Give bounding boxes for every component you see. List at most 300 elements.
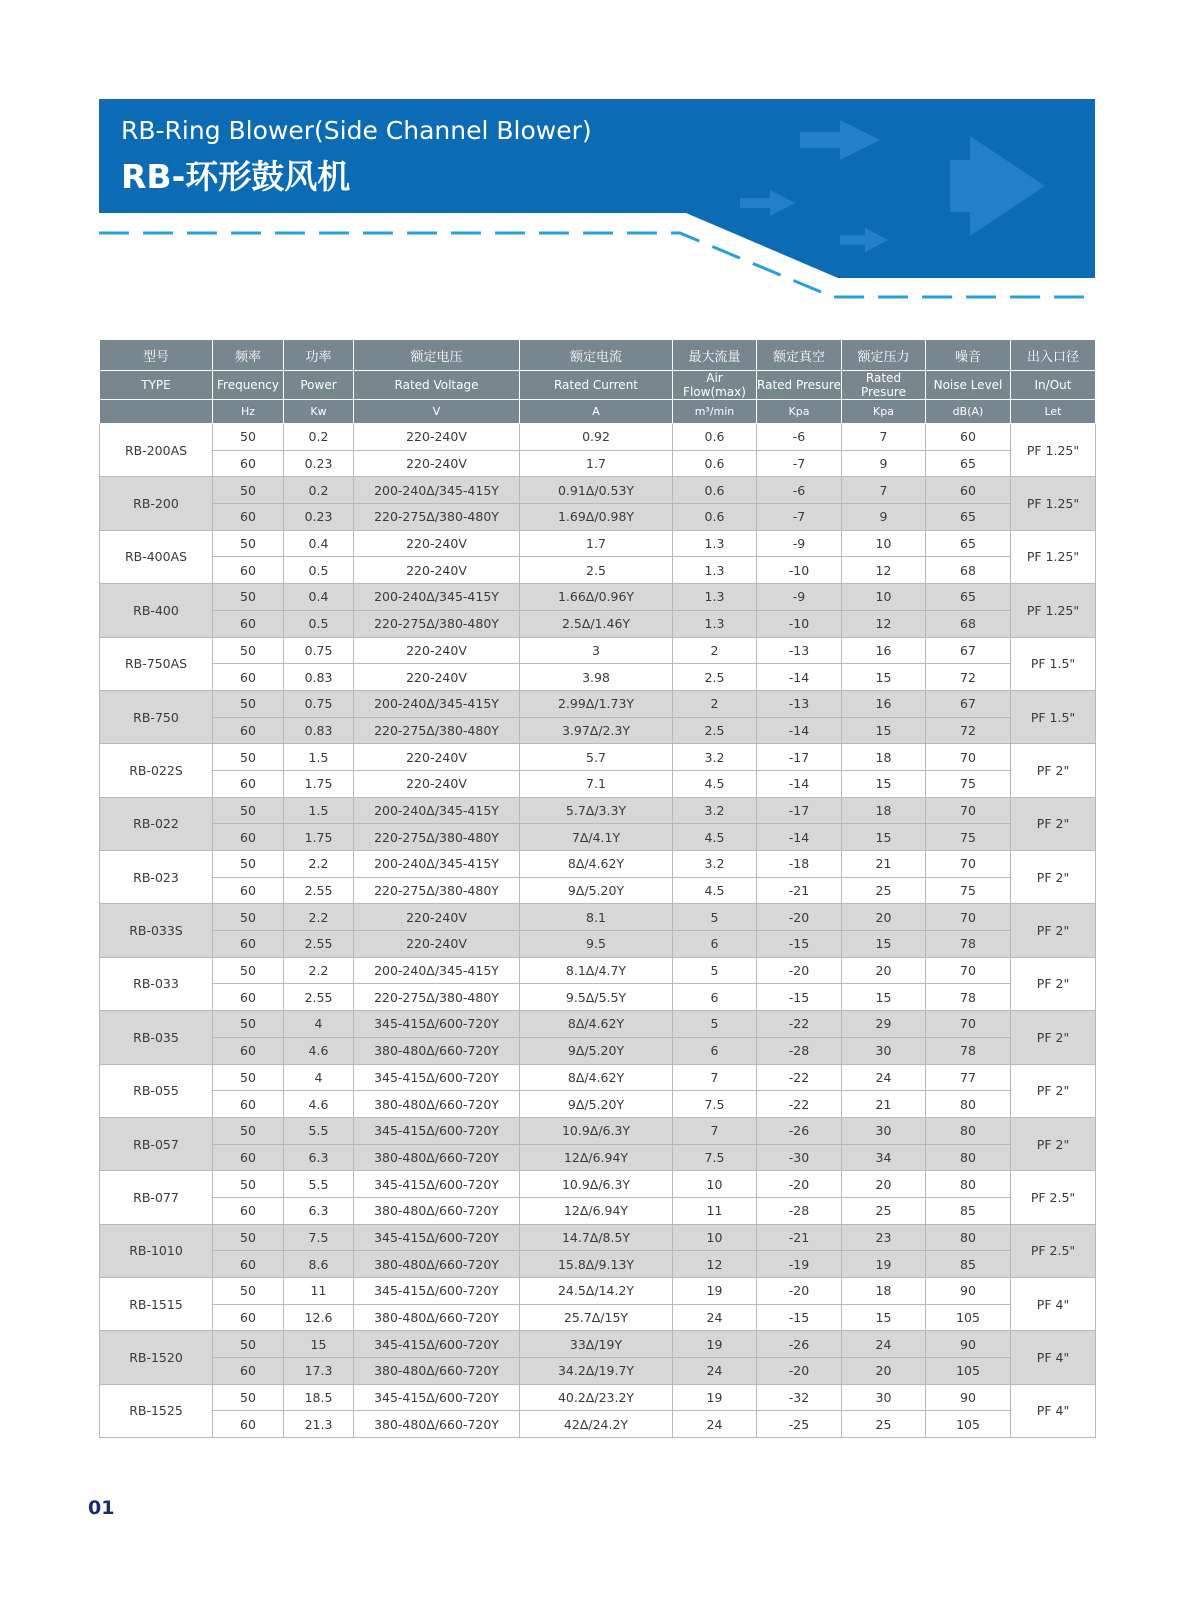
airflow-cell: 7 — [673, 1117, 757, 1144]
frequency-cell: 50 — [213, 1117, 284, 1144]
airflow-cell: 5 — [673, 904, 757, 931]
vacuum-cell: -14 — [757, 717, 842, 744]
voltage-cell: 220-275Δ/380-480Y — [354, 717, 520, 744]
model-type-cell: RB-200AS — [100, 424, 213, 477]
airflow-cell: 19 — [673, 1331, 757, 1358]
table-row — [100, 610, 1096, 637]
airflow-cell: 4.5 — [673, 770, 757, 797]
table-row — [100, 557, 1096, 584]
frequency-cell: 50 — [213, 744, 284, 771]
current-cell: 9.5 — [520, 931, 673, 958]
vacuum-cell: -20 — [757, 957, 842, 984]
current-cell: 2.5Δ/1.46Y — [520, 610, 673, 637]
noise-cell: 70 — [926, 797, 1011, 824]
airflow-cell: 4.5 — [673, 824, 757, 851]
airflow-cell: 6 — [673, 931, 757, 958]
table-row — [100, 931, 1096, 958]
vacuum-cell: -30 — [757, 1144, 842, 1171]
vacuum-cell: -25 — [757, 1411, 842, 1438]
noise-cell: 80 — [926, 1144, 1011, 1171]
noise-cell: 72 — [926, 664, 1011, 691]
vacuum-cell: -18 — [757, 851, 842, 878]
current-cell: 0.91Δ/0.53Y — [520, 477, 673, 504]
current-cell: 5.7 — [520, 744, 673, 771]
current-cell: 9Δ/5.20Y — [520, 877, 673, 904]
airflow-cell: 7 — [673, 1064, 757, 1091]
table-row — [100, 450, 1096, 477]
current-cell: 42Δ/24.2Y — [520, 1411, 673, 1438]
airflow-cell: 2.5 — [673, 717, 757, 744]
frequency-cell: 60 — [213, 877, 284, 904]
current-cell: 8Δ/4.62Y — [520, 851, 673, 878]
vacuum-cell: -9 — [757, 530, 842, 557]
pressure-cell: 9 — [842, 504, 926, 531]
frequency-cell: 60 — [213, 1091, 284, 1118]
current-cell: 8.1Δ/4.7Y — [520, 957, 673, 984]
pressure-cell: 34 — [842, 1144, 926, 1171]
current-cell: 5.7Δ/3.3Y — [520, 797, 673, 824]
voltage-cell: 345-415Δ/600-720Y — [354, 1224, 520, 1251]
current-cell: 25.7Δ/15Y — [520, 1304, 673, 1331]
pressure-cell: 15 — [842, 664, 926, 691]
table-row — [100, 1064, 1096, 1091]
current-cell: 2.99Δ/1.73Y — [520, 690, 673, 717]
current-cell: 7.1 — [520, 770, 673, 797]
noise-cell: 80 — [926, 1117, 1011, 1144]
table-row — [100, 717, 1096, 744]
table-row — [100, 1411, 1096, 1438]
vacuum-cell: -28 — [757, 1197, 842, 1224]
table-row — [100, 1011, 1096, 1038]
noise-cell: 60 — [926, 424, 1011, 451]
power-cell: 17.3 — [284, 1358, 354, 1385]
vacuum-cell: -20 — [757, 904, 842, 931]
pressure-cell: 23 — [842, 1224, 926, 1251]
noise-cell: 90 — [926, 1331, 1011, 1358]
header-cell: V — [354, 400, 520, 424]
noise-cell: 105 — [926, 1358, 1011, 1385]
header-cell: 额定电流 — [520, 340, 673, 371]
model-type-cell: RB-023 — [100, 851, 213, 904]
power-cell: 4 — [284, 1064, 354, 1091]
noise-cell: 105 — [926, 1411, 1011, 1438]
vacuum-cell: -9 — [757, 584, 842, 611]
pressure-cell: 15 — [842, 717, 926, 744]
header-cell: Rated Presure — [842, 371, 926, 400]
table-row — [100, 824, 1096, 851]
model-type-cell: RB-1010 — [100, 1224, 213, 1277]
frequency-cell: 50 — [213, 530, 284, 557]
power-cell: 0.23 — [284, 450, 354, 477]
noise-cell: 75 — [926, 824, 1011, 851]
model-type-cell: RB-200 — [100, 477, 213, 530]
header-cell: Kpa — [842, 400, 926, 424]
frequency-cell: 60 — [213, 1304, 284, 1331]
voltage-cell: 220-275Δ/380-480Y — [354, 984, 520, 1011]
frequency-cell: 50 — [213, 1384, 284, 1411]
pressure-cell: 18 — [842, 1278, 926, 1305]
pressure-cell: 15 — [842, 931, 926, 958]
vacuum-cell: -13 — [757, 637, 842, 664]
noise-cell: 85 — [926, 1251, 1011, 1278]
noise-cell: 85 — [926, 1197, 1011, 1224]
table-row — [100, 877, 1096, 904]
voltage-cell: 220-240V — [354, 664, 520, 691]
airflow-cell: 0.6 — [673, 450, 757, 477]
noise-cell: 65 — [926, 530, 1011, 557]
power-cell: 4 — [284, 1011, 354, 1038]
noise-cell: 80 — [926, 1091, 1011, 1118]
frequency-cell: 50 — [213, 797, 284, 824]
table-row — [100, 984, 1096, 1011]
airflow-cell: 19 — [673, 1278, 757, 1305]
port-size-cell: PF 2" — [1011, 797, 1096, 850]
table-row — [100, 1304, 1096, 1331]
pressure-cell: 21 — [842, 851, 926, 878]
header-cell: dB(A) — [926, 400, 1011, 424]
noise-cell: 72 — [926, 717, 1011, 744]
power-cell: 0.2 — [284, 424, 354, 451]
vacuum-cell: -15 — [757, 1304, 842, 1331]
table-row — [100, 690, 1096, 717]
table-row — [100, 904, 1096, 931]
power-cell: 15 — [284, 1331, 354, 1358]
noise-cell: 90 — [926, 1384, 1011, 1411]
voltage-cell: 200-240Δ/345-415Y — [354, 851, 520, 878]
vacuum-cell: -10 — [757, 557, 842, 584]
frequency-cell: 60 — [213, 824, 284, 851]
airflow-cell: 5 — [673, 1011, 757, 1038]
voltage-cell: 345-415Δ/600-720Y — [354, 1278, 520, 1305]
port-size-cell: PF 1.25" — [1011, 424, 1096, 477]
pressure-cell: 12 — [842, 610, 926, 637]
header-cell: Kpa — [757, 400, 842, 424]
power-cell: 2.2 — [284, 957, 354, 984]
pressure-cell: 15 — [842, 770, 926, 797]
vacuum-cell: -14 — [757, 664, 842, 691]
frequency-cell: 60 — [213, 610, 284, 637]
current-cell: 3.98 — [520, 664, 673, 691]
voltage-cell: 200-240Δ/345-415Y — [354, 797, 520, 824]
current-cell: 2.5 — [520, 557, 673, 584]
port-size-cell: PF 2.5" — [1011, 1171, 1096, 1224]
power-cell: 2.55 — [284, 877, 354, 904]
power-cell: 4.6 — [284, 1037, 354, 1064]
current-cell: 10.9Δ/6.3Y — [520, 1117, 673, 1144]
frequency-cell: 50 — [213, 637, 284, 664]
current-cell: 7Δ/4.1Y — [520, 824, 673, 851]
voltage-cell: 220-240V — [354, 904, 520, 931]
table-header — [100, 340, 1096, 424]
header-cell: 型号 — [100, 340, 213, 371]
frequency-cell: 50 — [213, 1011, 284, 1038]
header-cell: A — [520, 400, 673, 424]
frequency-cell: 60 — [213, 504, 284, 531]
vacuum-cell: -28 — [757, 1037, 842, 1064]
airflow-cell: 7.5 — [673, 1091, 757, 1118]
frequency-cell: 60 — [213, 931, 284, 958]
current-cell: 8Δ/4.62Y — [520, 1011, 673, 1038]
frequency-cell: 50 — [213, 851, 284, 878]
table-row — [100, 504, 1096, 531]
pressure-cell: 7 — [842, 477, 926, 504]
power-cell: 0.83 — [284, 664, 354, 691]
voltage-cell: 220-240V — [354, 637, 520, 664]
voltage-cell: 345-415Δ/600-720Y — [354, 1331, 520, 1358]
pressure-cell: 25 — [842, 877, 926, 904]
table-row — [100, 584, 1096, 611]
table-row — [100, 1251, 1096, 1278]
power-cell: 1.5 — [284, 797, 354, 824]
table-row — [100, 770, 1096, 797]
header-cell: Rated Presure — [757, 371, 842, 400]
frequency-cell: 50 — [213, 424, 284, 451]
current-cell: 1.69Δ/0.98Y — [520, 504, 673, 531]
vacuum-cell: -17 — [757, 797, 842, 824]
voltage-cell: 380-480Δ/660-720Y — [354, 1411, 520, 1438]
header-cell: Let — [1011, 400, 1096, 424]
voltage-cell: 220-240V — [354, 931, 520, 958]
frequency-cell: 50 — [213, 957, 284, 984]
model-type-cell: RB-057 — [100, 1117, 213, 1170]
current-cell: 9Δ/5.20Y — [520, 1037, 673, 1064]
power-cell: 6.3 — [284, 1144, 354, 1171]
power-cell: 4.6 — [284, 1091, 354, 1118]
header-cell: 最大流量 — [673, 340, 757, 371]
noise-cell: 90 — [926, 1278, 1011, 1305]
frequency-cell: 50 — [213, 477, 284, 504]
voltage-cell: 200-240Δ/345-415Y — [354, 690, 520, 717]
power-cell: 0.75 — [284, 690, 354, 717]
frequency-cell: 60 — [213, 557, 284, 584]
frequency-cell: 50 — [213, 1224, 284, 1251]
current-cell: 8.1 — [520, 904, 673, 931]
noise-cell: 68 — [926, 610, 1011, 637]
header-cell: 额定真空 — [757, 340, 842, 371]
table-row — [100, 1358, 1096, 1385]
power-cell: 0.83 — [284, 717, 354, 744]
port-size-cell: PF 1.5" — [1011, 637, 1096, 690]
airflow-cell: 1.3 — [673, 610, 757, 637]
pressure-cell: 24 — [842, 1064, 926, 1091]
header-cell: 噪音 — [926, 340, 1011, 371]
pressure-cell: 12 — [842, 557, 926, 584]
vacuum-cell: -7 — [757, 450, 842, 477]
current-cell: 14.7Δ/8.5Y — [520, 1224, 673, 1251]
power-cell: 0.2 — [284, 477, 354, 504]
noise-cell: 80 — [926, 1224, 1011, 1251]
airflow-cell: 6 — [673, 1037, 757, 1064]
header-cell: 额定压力 — [842, 340, 926, 371]
airflow-cell: 24 — [673, 1411, 757, 1438]
current-cell: 40.2Δ/23.2Y — [520, 1384, 673, 1411]
port-size-cell: PF 4" — [1011, 1384, 1096, 1437]
noise-cell: 105 — [926, 1304, 1011, 1331]
power-cell: 2.2 — [284, 904, 354, 931]
voltage-cell: 380-480Δ/660-720Y — [354, 1197, 520, 1224]
port-size-cell: PF 2" — [1011, 957, 1096, 1010]
power-cell: 6.3 — [284, 1197, 354, 1224]
frequency-cell: 60 — [213, 450, 284, 477]
airflow-cell: 1.3 — [673, 530, 757, 557]
frequency-cell: 50 — [213, 690, 284, 717]
voltage-cell: 345-415Δ/600-720Y — [354, 1171, 520, 1198]
current-cell: 34.2Δ/19.7Y — [520, 1358, 673, 1385]
noise-cell: 70 — [926, 1011, 1011, 1038]
pressure-cell: 29 — [842, 1011, 926, 1038]
airflow-cell: 1.3 — [673, 584, 757, 611]
header-cell: Rated Current — [520, 371, 673, 400]
vacuum-cell: -14 — [757, 770, 842, 797]
table-row — [100, 744, 1096, 771]
vacuum-cell: -20 — [757, 1358, 842, 1385]
power-cell: 5.5 — [284, 1171, 354, 1198]
airflow-cell: 24 — [673, 1304, 757, 1331]
pressure-cell: 20 — [842, 1171, 926, 1198]
vacuum-cell: -17 — [757, 744, 842, 771]
header-cell: Frequency — [213, 371, 284, 400]
table-row — [100, 1117, 1096, 1144]
current-cell: 3.97Δ/2.3Y — [520, 717, 673, 744]
noise-cell: 75 — [926, 877, 1011, 904]
noise-cell: 70 — [926, 744, 1011, 771]
model-type-cell: RB-022S — [100, 744, 213, 797]
table-row — [100, 957, 1096, 984]
pressure-cell: 18 — [842, 797, 926, 824]
frequency-cell: 50 — [213, 1278, 284, 1305]
table-row — [100, 637, 1096, 664]
header-cell: Air Flow(max) — [673, 371, 757, 400]
model-type-cell: RB-033S — [100, 904, 213, 957]
header-row-units — [100, 400, 1096, 424]
airflow-cell: 2.5 — [673, 664, 757, 691]
header-cell: 出入口径 — [1011, 340, 1096, 371]
airflow-cell: 1.3 — [673, 557, 757, 584]
page-title-en: RB-Ring Blower(Side Channel Blower) — [121, 116, 592, 145]
port-size-cell: PF 2" — [1011, 1117, 1096, 1170]
noise-cell: 68 — [926, 557, 1011, 584]
header-cell: In/Out — [1011, 371, 1096, 400]
model-type-cell: RB-400 — [100, 584, 213, 637]
voltage-cell: 345-415Δ/600-720Y — [354, 1064, 520, 1091]
vacuum-cell: -21 — [757, 1224, 842, 1251]
vacuum-cell: -6 — [757, 477, 842, 504]
pressure-cell: 30 — [842, 1037, 926, 1064]
pressure-cell: 10 — [842, 584, 926, 611]
pressure-cell: 20 — [842, 904, 926, 931]
header-cell: 频率 — [213, 340, 284, 371]
current-cell: 1.7 — [520, 450, 673, 477]
airflow-cell: 10 — [673, 1171, 757, 1198]
power-cell: 1.75 — [284, 824, 354, 851]
model-type-cell: RB-1515 — [100, 1278, 213, 1331]
vacuum-cell: -7 — [757, 504, 842, 531]
power-cell: 0.5 — [284, 610, 354, 637]
frequency-cell: 50 — [213, 584, 284, 611]
airflow-cell: 7.5 — [673, 1144, 757, 1171]
current-cell: 9.5Δ/5.5Y — [520, 984, 673, 1011]
vacuum-cell: -20 — [757, 1171, 842, 1198]
header-cell: 功率 — [284, 340, 354, 371]
current-cell: 12Δ/6.94Y — [520, 1197, 673, 1224]
frequency-cell: 60 — [213, 1251, 284, 1278]
pressure-cell: 20 — [842, 1358, 926, 1385]
voltage-cell: 220-275Δ/380-480Y — [354, 824, 520, 851]
power-cell: 18.5 — [284, 1384, 354, 1411]
noise-cell: 70 — [926, 957, 1011, 984]
pressure-cell: 9 — [842, 450, 926, 477]
airflow-cell: 2 — [673, 637, 757, 664]
airflow-cell: 19 — [673, 1384, 757, 1411]
table-row — [100, 1171, 1096, 1198]
model-type-cell: RB-750 — [100, 690, 213, 743]
voltage-cell: 200-240Δ/345-415Y — [354, 584, 520, 611]
pressure-cell: 16 — [842, 637, 926, 664]
airflow-cell: 24 — [673, 1358, 757, 1385]
table-row — [100, 1331, 1096, 1358]
table-body — [100, 424, 1096, 1438]
header-row-zh — [100, 340, 1096, 371]
current-cell: 12Δ/6.94Y — [520, 1144, 673, 1171]
pressure-cell: 19 — [842, 1251, 926, 1278]
vacuum-cell: -22 — [757, 1064, 842, 1091]
frequency-cell: 60 — [213, 770, 284, 797]
voltage-cell: 200-240Δ/345-415Y — [354, 477, 520, 504]
header-cell: Noise Level — [926, 371, 1011, 400]
voltage-cell: 380-480Δ/660-720Y — [354, 1144, 520, 1171]
vacuum-cell: -22 — [757, 1011, 842, 1038]
vacuum-cell: -14 — [757, 824, 842, 851]
power-cell: 0.23 — [284, 504, 354, 531]
frequency-cell: 60 — [213, 664, 284, 691]
airflow-cell: 0.6 — [673, 424, 757, 451]
table-row — [100, 1037, 1096, 1064]
table-row — [100, 664, 1096, 691]
vacuum-cell: -26 — [757, 1117, 842, 1144]
voltage-cell: 220-240V — [354, 424, 520, 451]
table-row — [100, 1278, 1096, 1305]
voltage-cell: 345-415Δ/600-720Y — [354, 1384, 520, 1411]
voltage-cell: 380-480Δ/660-720Y — [354, 1037, 520, 1064]
frequency-cell: 60 — [213, 1144, 284, 1171]
airflow-cell: 6 — [673, 984, 757, 1011]
port-size-cell: PF 1.25" — [1011, 584, 1096, 637]
voltage-cell: 380-480Δ/660-720Y — [354, 1251, 520, 1278]
pressure-cell: 15 — [842, 824, 926, 851]
power-cell: 0.5 — [284, 557, 354, 584]
frequency-cell: 60 — [213, 1358, 284, 1385]
noise-cell: 65 — [926, 504, 1011, 531]
pressure-cell: 15 — [842, 1304, 926, 1331]
voltage-cell: 220-240V — [354, 530, 520, 557]
header-cell: m³/min — [673, 400, 757, 424]
vacuum-cell: -10 — [757, 610, 842, 637]
frequency-cell: 60 — [213, 717, 284, 744]
port-size-cell: PF 1.25" — [1011, 530, 1096, 583]
header-cell: Kw — [284, 400, 354, 424]
voltage-cell: 220-275Δ/380-480Y — [354, 504, 520, 531]
power-cell: 0.4 — [284, 530, 354, 557]
current-cell: 0.92 — [520, 424, 673, 451]
noise-cell: 65 — [926, 584, 1011, 611]
current-cell: 1.7 — [520, 530, 673, 557]
frequency-cell: 50 — [213, 1331, 284, 1358]
current-cell: 24.5Δ/14.2Y — [520, 1278, 673, 1305]
current-cell: 1.66Δ/0.96Y — [520, 584, 673, 611]
noise-cell: 78 — [926, 984, 1011, 1011]
noise-cell: 60 — [926, 477, 1011, 504]
pressure-cell: 18 — [842, 744, 926, 771]
